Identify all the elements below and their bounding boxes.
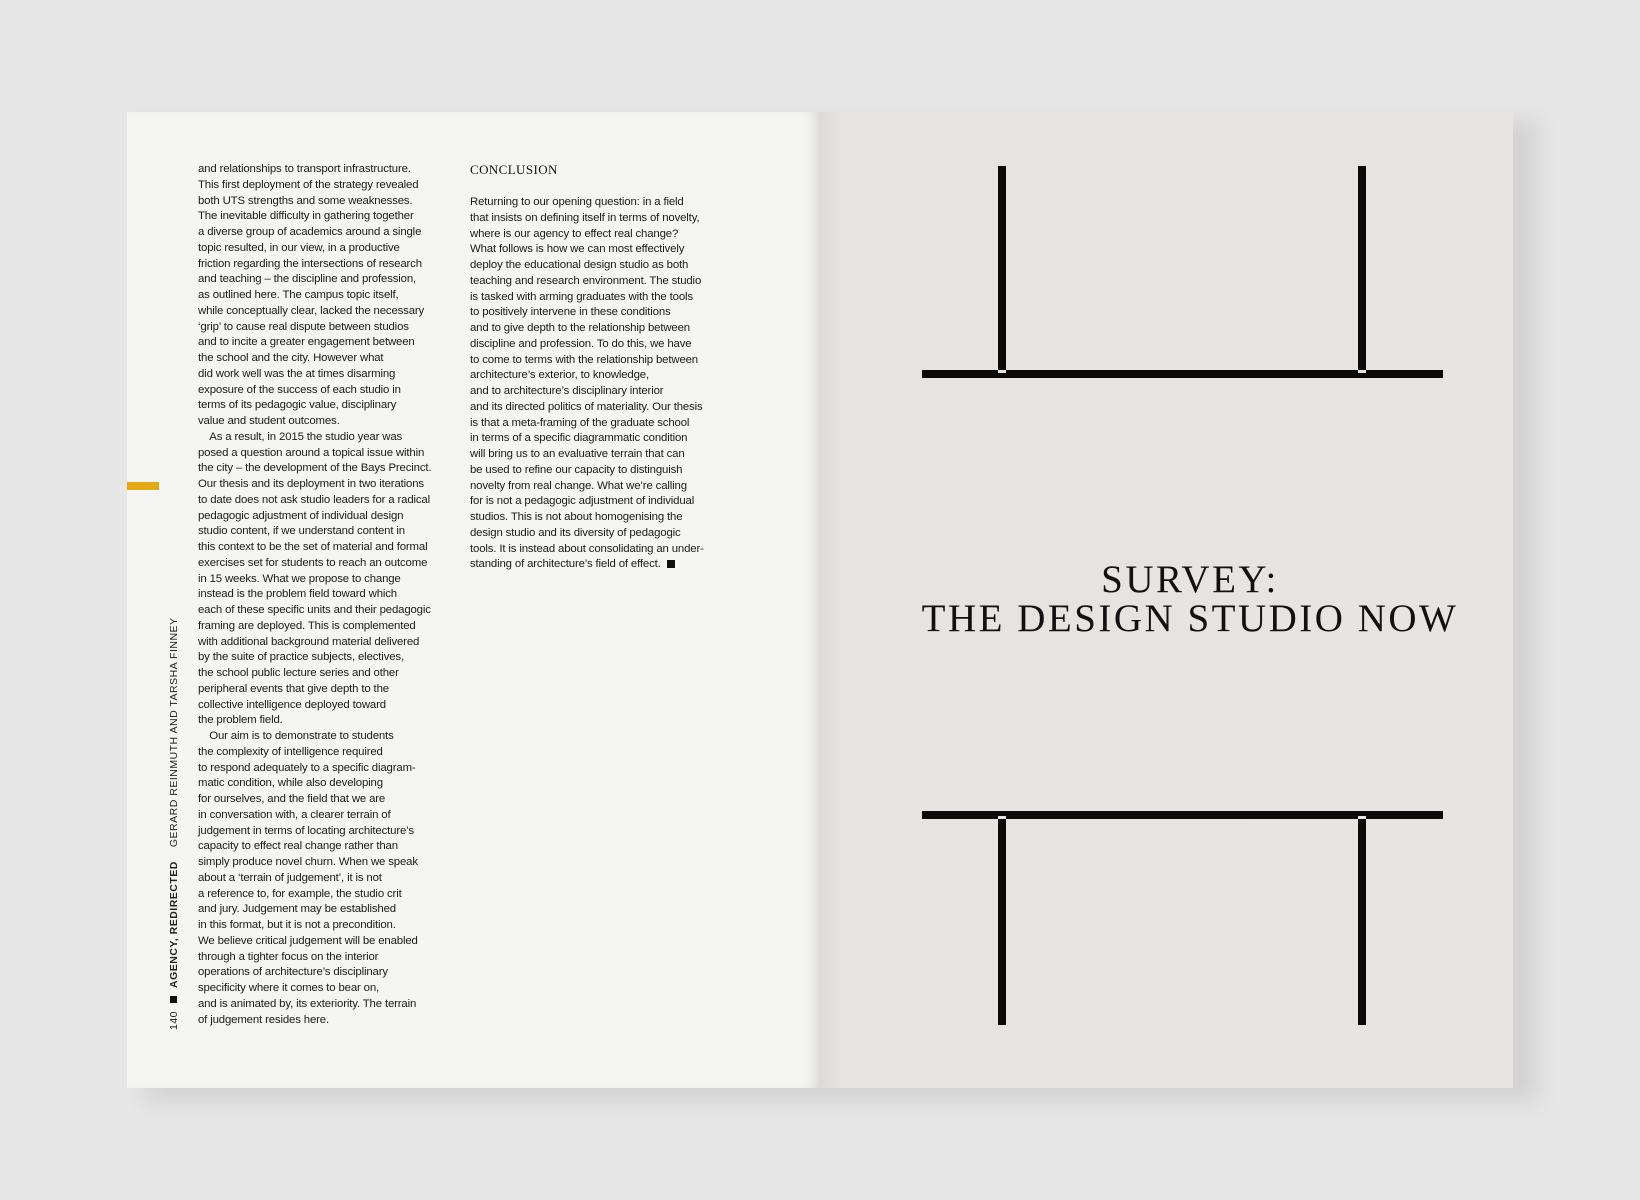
end-mark-icon [667, 560, 675, 568]
body-column-1: and relationships to transport infrastructure. This first deployment of the strategy revealed both UTS strengths and some weaknesses. The inevitable difficulty in gathering together a diverse group of academics around a single topic resulted, in our view, in a productive friction regarding the intersections of research and teaching – the discipline and profession, as outlined here. The campus topic itself, while conceptually clear, lacked the necessary ‘grip’ to cause real dispute between studios and to incite a greater engagement between the school and the city. However what did work well was the at times disarming exposure of the success of each studio in terms of its pedagogic value, disciplinary value and student outcomes. As a result, in 2015 the studio year was posed a question around a topical issue within the city – the development of the Bays Precinct. Our thesis and its deployment in two iterations to date does not ask studio leaders for a radical pedagogic adjustment of individual design studio content, if we understand content in this context to be the set of material and formal exercises set for students to reach an outcome in 15 weeks. What we propose to change instead is the problem field toward which each of these specific units and their pedagogic framing are deployed. This is complemented with additional background material delivered by the suite of practice subjects, electives, the school public lecture series and other peripheral events that give depth to the collective intelligence deployed toward the problem field. Our aim is to demonstrate to students the complexity of intelligence required to respond adequately to a specific diagram- matic condition, while also developing for ourselves, and the field that we are in conversation with, a clearer terrain of judgement in terms of locating architecture’s capacity to effect real change rather than simply produce novel churn. When we speak about a ‘terrain of judgement’, it is not a reference to, for example, the studio crit and jury. Judgement may be established in this format, but it is not a precondition. We believe critical judgement will be enabled through a tighter focus on the interior operations of architecture’s disciplinary specificity where it comes to bear on, and is animated by, its exteriority. The terrain of judgement resides here. [198, 163, 432, 1026]
bottom-left-vertical-bar [998, 811, 1006, 1025]
survey-title-line-2: THE DESIGN STUDIO NOW [921, 597, 1459, 640]
page-number: 140 [168, 1010, 180, 1030]
running-head-authors: GERARD REINMUTH AND TARSHA FINNEY [168, 617, 180, 848]
body-column-2-text: Returning to our opening question: in a field that insists on defining itself in terms of novelty, where is our agency to effect real change? What follows is how we can most effectively deploy the educational design studio as both teaching and research environment. The studio is tasked with arming graduates with the tools to positively intervene in these conditions and to give depth to the relationship between discipline and profession. To do this, we have to come to terms with the relationship between architecture’s exterior, to knowledge, and to architecture’s disciplinary interior and its directed politics of materiality. Our thesis is that a meta-framing of the graduate school in terms of a specific diagrammatic condition will bring us to an evaluative terrain that can be used to refine our capacity to distinguish novelty from real change. What we’re calling for is not a pedagogic adjustment of individual studios. This is not about homogenising the design studio and its diversity of pedagogic tools. It is instead about consolidating an under- standing of architecture’s field of effect. [470, 196, 704, 571]
body-column-2 [470, 195, 740, 573]
survey-title [880, 560, 1500, 638]
top-right-vertical-bar [1358, 166, 1366, 378]
survey-title-line-1: SURVEY: [1101, 558, 1279, 601]
section-heading: CONCLUSION [470, 162, 558, 177]
top-right-notch [1358, 370, 1366, 373]
top-left-vertical-bar [998, 166, 1006, 378]
running-head-title: AGENCY, REDIRECTED [168, 861, 180, 988]
section-tab-marker [127, 482, 159, 490]
top-left-notch [998, 370, 1006, 373]
square-bullet-icon [170, 996, 177, 1003]
running-head [168, 617, 180, 1030]
bottom-right-notch [1358, 816, 1366, 819]
bottom-right-vertical-bar [1358, 811, 1366, 1025]
bottom-left-notch [998, 816, 1006, 819]
